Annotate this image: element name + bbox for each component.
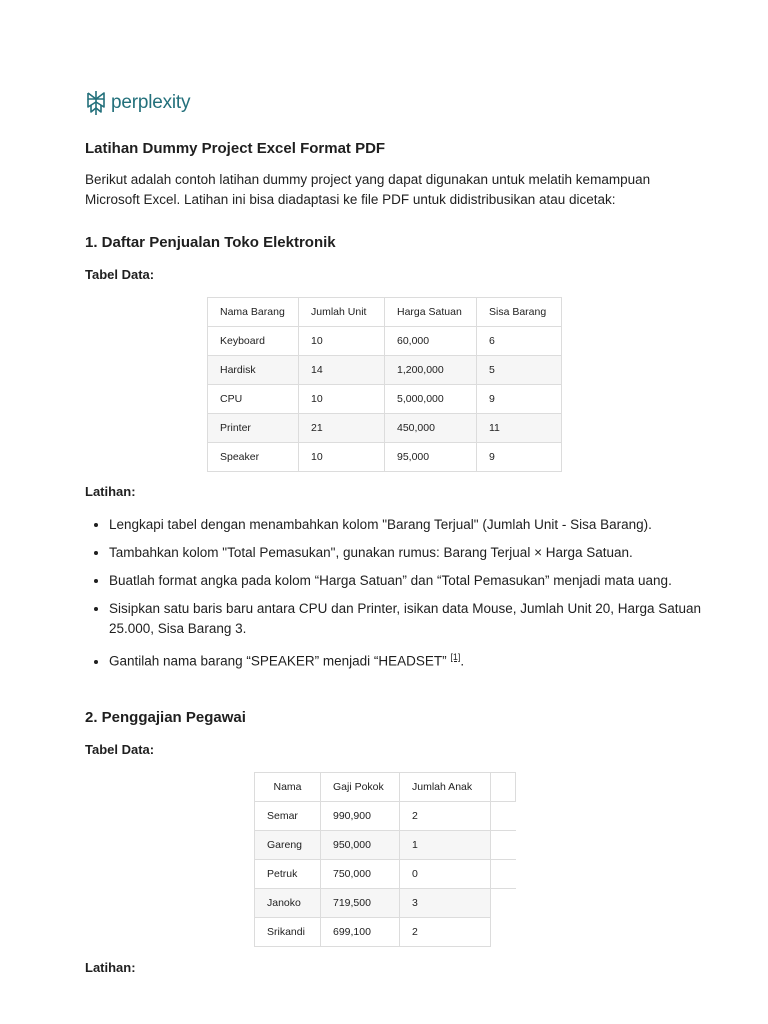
table-cell: Srikandi [255,918,321,947]
table-cell-empty [491,889,516,918]
table-row [255,889,516,918]
table-row [255,802,516,831]
table-header-cell: Gaji Pokok [321,773,400,802]
table-cell: 10 [299,385,385,414]
table-cell: 990,900 [321,802,400,831]
section1-table-label: Tabel Data: [85,267,155,282]
intro-paragraph: Berikut adalah contoh latihan dummy project yang dapat digunakan untuk melatih kemampuan Microsoft Excel. Latihan ini bisa diadaptasi ke file PDF untuk didistribusikan atau dicetak: [85,172,651,207]
table-cell: 6 [477,327,562,356]
table-cell: 14 [299,356,385,385]
section1-heading: 1. Daftar Penjualan Toko Elektronik [85,234,336,251]
table-cell-empty [491,831,516,860]
table-cell: 719,500 [321,889,400,918]
payroll-table [254,772,516,947]
table-cell: 5 [477,356,562,385]
brand-name: perplexity [111,92,191,113]
citation-link[interactable]: [1] [450,652,461,662]
table-row [208,327,562,356]
table-cell: 9 [477,385,562,414]
section1-exercise-label: Latihan: [85,484,136,499]
table-header-cell: Sisa Barang [477,298,562,327]
document-title: Latihan Dummy Project Excel Format PDF [85,140,386,157]
table-cell-empty [491,860,516,889]
sales-table [207,297,562,472]
exercise-list [85,515,709,680]
table-cell: 1 [400,831,491,860]
brand-logo[interactable] [85,89,190,117]
list-item: • Sisipkan satu baris baru antara CPU dan Printer, isikan data Mouse, Jumlah Unit 20, Harga Satuan 25.000, Sisa Barang 3. [109,599,709,639]
section2-heading: 2. Penggajian Pegawai [85,709,246,726]
table-row [208,414,562,443]
table-cell: 1,200,000 [385,356,477,385]
table-cell: 3 [400,889,491,918]
table-header-cell-empty [491,773,516,802]
table-header-cell: Nama [255,773,321,802]
table-cell: 699,100 [321,918,400,947]
table-cell: 60,000 [385,327,477,356]
table-header-row [208,298,562,327]
table-cell: Speaker [208,443,299,472]
table-row [255,918,516,947]
section2-table-label: Tabel Data: [85,742,155,757]
list-item-text: Gantilah nama barang “SPEAKER” menjadi “HEADSET” [109,653,447,669]
table-cell: 95,000 [385,443,477,472]
table-header-cell: Harga Satuan [385,298,477,327]
table-cell-empty [491,918,516,947]
list-item: • Tambahkan kolom "Total Pemasukan", gunakan rumus: Barang Terjual × Harga Satuan. [109,543,709,563]
table-cell-empty [491,802,516,831]
list-item: • Lengkapi tabel dengan menambahkan kolom "Barang Terjual" (Jumlah Unit - Sisa Barang). [109,515,709,535]
table-row [255,831,516,860]
table-cell: 10 [299,327,385,356]
table-cell: 5,000,000 [385,385,477,414]
table-cell: 10 [299,443,385,472]
table-cell: 0 [400,860,491,889]
table-header-cell: Jumlah Anak [400,773,491,802]
table-cell: Petruk [255,860,321,889]
table-cell: 11 [477,414,562,443]
table-cell: Gareng [255,831,321,860]
table-cell: 9 [477,443,562,472]
list-item: • Buatlah format angka pada kolom “Harga Satuan” dan “Total Pemasukan” menjadi mata uang. [109,571,709,591]
table-cell: 750,000 [321,860,400,889]
table-header-row [255,773,516,802]
table-cell: Hardisk [208,356,299,385]
table-cell: 21 [299,414,385,443]
table-cell: 450,000 [385,414,477,443]
table-cell: CPU [208,385,299,414]
table-header-cell: Jumlah Unit [299,298,385,327]
section2-exercise-label: Latihan: [85,960,136,975]
table-cell: Keyboard [208,327,299,356]
table-cell: 2 [400,918,491,947]
table-row [208,443,562,472]
table-cell: Semar [255,802,321,831]
table-cell: Janoko [255,889,321,918]
perplexity-logo-icon [85,90,107,116]
table-cell: 950,000 [321,831,400,860]
table-cell: 2 [400,802,491,831]
table-row [208,356,562,385]
list-item: • Gantilah nama barang “SPEAKER” menjadi “HEADSET” [1]. [109,647,709,672]
table-row [255,860,516,889]
table-header-cell: Nama Barang [208,298,299,327]
table-row [208,385,562,414]
table-cell: Printer [208,414,299,443]
